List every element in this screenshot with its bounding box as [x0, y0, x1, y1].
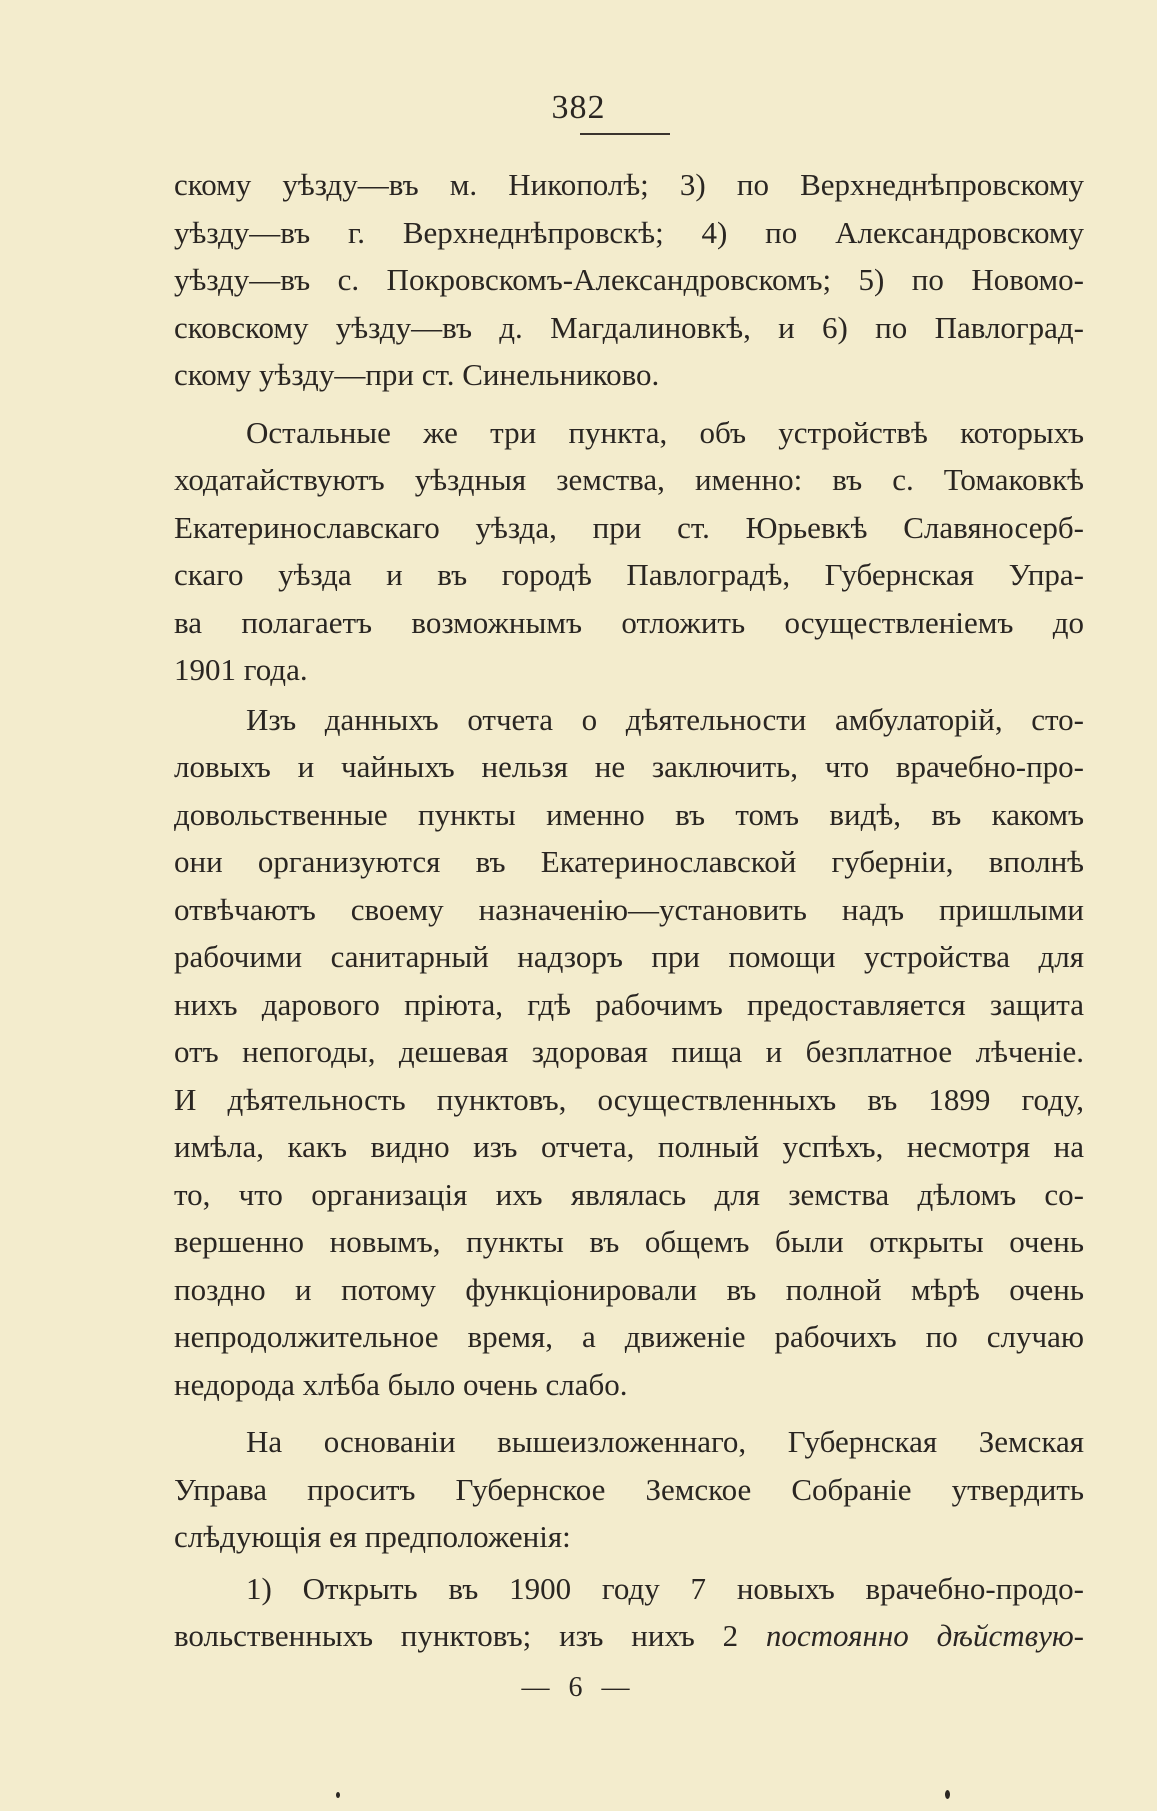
text-line: скаго уѣзда и въ городѣ Павлоградѣ, Губернская Упра- — [174, 557, 1084, 592]
ink-speck — [336, 1792, 340, 1798]
text-line: ва полагаетъ возможнымъ отложить осуществленіемъ до — [174, 604, 1084, 640]
text-line: недорода хлѣба было очень слабо. — [174, 1366, 628, 1402]
text-line: Изъ данныхъ отчета о дѣятельности амбулаторій, сто- — [246, 701, 1084, 737]
text-line: ходатайствуютъ уѣздныя земства, именно: въ с. Томаковкѣ — [174, 462, 1084, 497]
paragraph-2 — [174, 409, 1084, 694]
paragraph-5 — [174, 1565, 1084, 1660]
text-line: 1901 года. — [174, 652, 308, 687]
text-line: отвѣчаютъ своему назначенію—установить надъ пришлыми — [174, 891, 1084, 927]
text-segment: вольственныхъ пунктовъ; изъ нихъ 2 — [174, 1618, 739, 1653]
text-line: сковскому уѣзду—въ д. Магдалиновкѣ, и 6) по Павлоград- — [174, 309, 1084, 345]
text-line: уѣзду—въ г. Верхнеднѣпровскѣ; 4) по Александровскому — [174, 214, 1084, 250]
text-line: то, что организація ихъ являлась для земства дѣломъ со- — [174, 1176, 1084, 1212]
text-line: Управа проситъ Губернское Земское Собраніе утвердить — [174, 1471, 1084, 1507]
text-line: Остальные же три пункта, объ устройствѣ которыхъ — [246, 414, 1084, 450]
text-line: поздно и потому функціонировали въ полной мѣрѣ очень — [174, 1271, 1084, 1307]
page-number-underline — [580, 133, 670, 135]
text-line: скому уѣзду—въ м. Никополѣ; 3) по Верхнеднѣпровскому — [174, 167, 1084, 202]
text-line: нихъ даровoго пріюта, гдѣ рабочимъ предоставляется защита — [174, 986, 1084, 1022]
document-body — [174, 161, 1084, 1660]
text-line: 1) Открыть въ 1900 году 7 новыхъ врачебно-продо- — [246, 1570, 1084, 1606]
text-line: вершенно новымъ, пункты въ общемъ были открыты очень — [174, 1224, 1084, 1259]
text-line: отъ непогоды, дешевая здоровая пища и безплатное лѣченіе. — [174, 1034, 1084, 1069]
text-line: имѣла, какъ видно изъ отчета, полный успѣхъ, несмотря на — [174, 1129, 1084, 1164]
text-line: непродолжительное время, а движеніе рабочихъ по случаю — [174, 1319, 1084, 1354]
text-line: слѣдующія ея предположенія: — [174, 1519, 571, 1554]
page-number: 382 — [551, 89, 606, 126]
paragraph-gap — [174, 1408, 1084, 1418]
paragraph-3 — [174, 696, 1084, 1409]
signature-number: — 6 — — [521, 1672, 636, 1703]
text-line: уѣзду—въ с. Покровскомъ-Александровскомъ; 5) по Новомо- — [174, 262, 1084, 297]
text-line: скому уѣзду—при ст. Синельниково. — [174, 357, 660, 392]
text-line: ловыхъ и чайныхъ нельзя не заключить, что врачебно-про- — [174, 749, 1084, 784]
text-line: довольственные пункты именно въ томъ видѣ, въ какомъ — [174, 796, 1084, 832]
text-line: Екатеринославскаго уѣзда, при ст. Юрьевкѣ Славяносерб- — [174, 509, 1084, 545]
ink-speck — [945, 1790, 950, 1799]
italic-text-segment: постоянно дѣйствую- — [765, 1618, 1085, 1653]
text-line: они организуются въ Екатеринославской губерніи, вполнѣ — [174, 844, 1084, 879]
text-line: И дѣятельность пунктовъ, осуществленныхъ въ 1899 году, — [174, 1081, 1084, 1117]
text-line: На основаніи вышеизложеннаго, Губернская Земская — [246, 1424, 1084, 1459]
text-line: рабочими санитарный надзоръ при помощи устройства для — [174, 939, 1084, 974]
text-line-with-italic — [174, 1612, 1084, 1660]
paragraph-gap — [174, 399, 1084, 409]
paragraph-1 — [174, 161, 1084, 399]
paragraph-4 — [174, 1418, 1084, 1561]
